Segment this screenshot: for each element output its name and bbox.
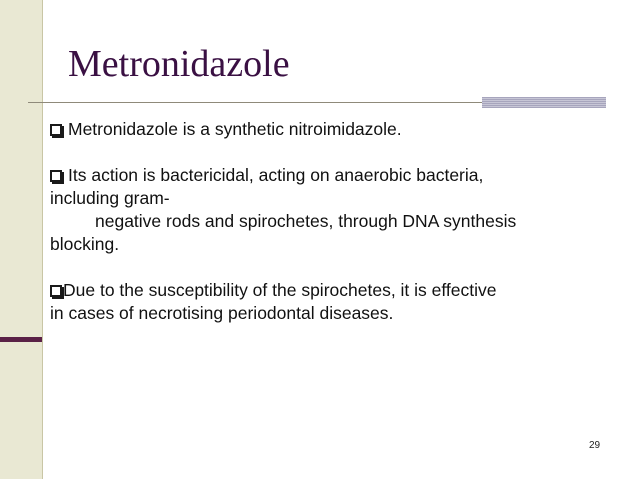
title-underline <box>28 102 482 103</box>
page-number: 29 <box>589 440 601 451</box>
bullet-text: including gram- <box>50 188 170 208</box>
square-bullet-icon <box>50 170 62 182</box>
bullet-text: blocking. <box>50 234 120 254</box>
bullet-text: negative rods and spirochetes, through DNA synthesis <box>95 211 517 231</box>
left-decorative-band <box>0 0 42 479</box>
square-bullet-icon <box>50 124 62 136</box>
left-band-divider <box>42 0 43 479</box>
bullet-text: Metronidazole is a synthetic nitroimidazole. <box>68 119 402 139</box>
bullet-item <box>50 164 610 256</box>
bullet-item <box>50 279 610 325</box>
left-accent-mark <box>0 337 42 342</box>
bullet-item <box>50 118 610 141</box>
bullet-text: Its action is bactericidal, acting on anaerobic bacteria, <box>68 165 484 185</box>
slide-title: Metronidazole <box>68 43 290 85</box>
slide-body <box>50 118 610 348</box>
title-accent-bar <box>482 97 606 108</box>
square-bullet-icon <box>50 285 62 297</box>
bullet-text: Due to the susceptibility of the spirochetes, it is effective <box>63 280 497 300</box>
bullet-text: in cases of necrotising periodontal diseases. <box>50 303 394 323</box>
